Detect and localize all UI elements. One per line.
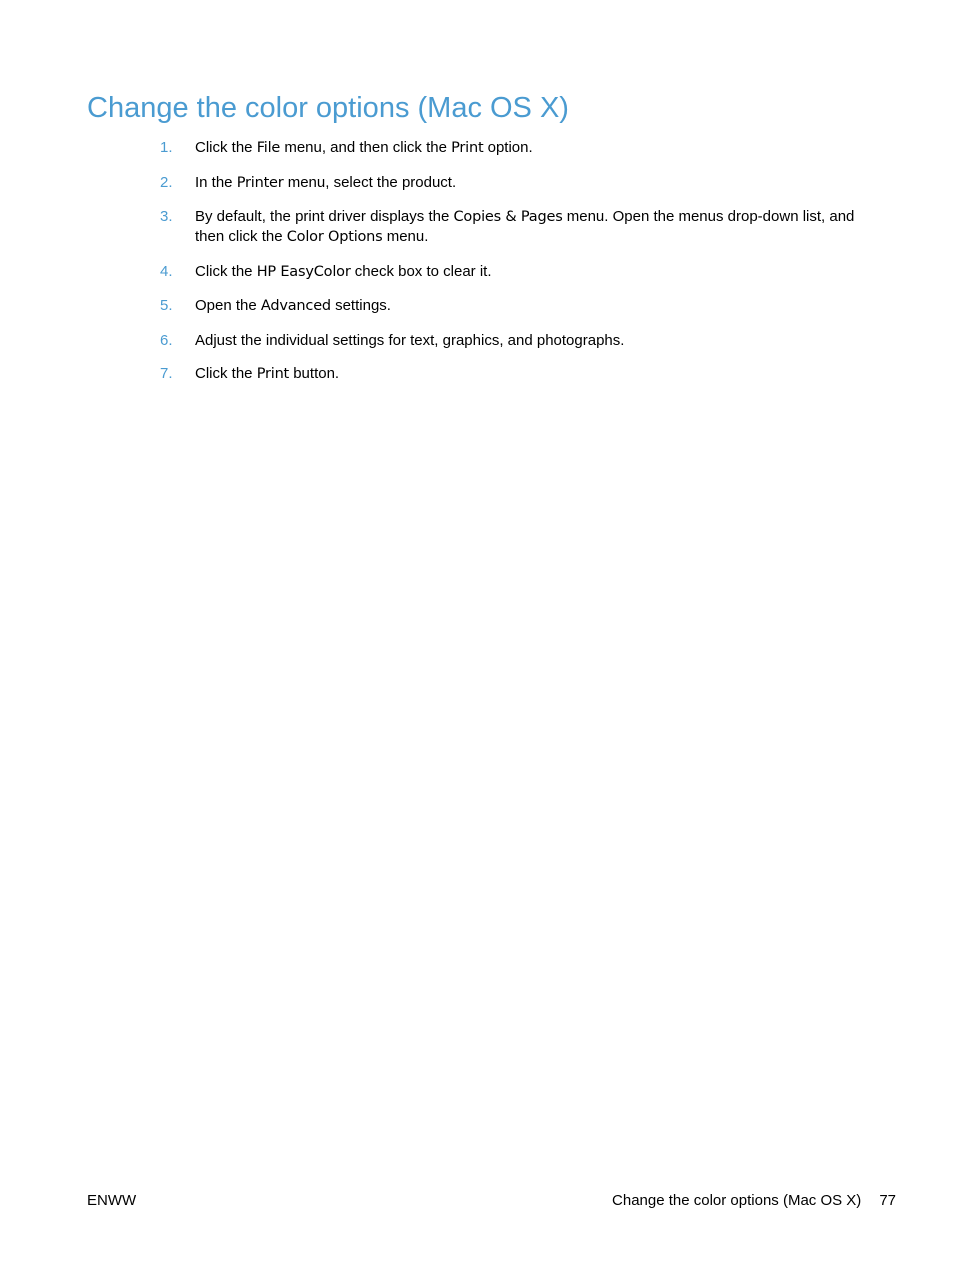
step-text	[195, 207, 880, 247]
step-text	[195, 173, 880, 193]
ui-term: Print	[451, 140, 484, 156]
step-number: 3.	[160, 208, 173, 225]
ui-term: HP EasyColor	[256, 263, 351, 280]
step-text-segment: option.	[483, 139, 533, 156]
step-text-segment: In the	[195, 173, 237, 191]
step-text-segment: menu, and then click the	[280, 139, 452, 156]
step-text-segment: settings.	[330, 297, 391, 314]
step-number: 1.	[160, 139, 173, 156]
step-text-segment: By default, the print driver displays the	[195, 208, 454, 225]
step-text-segment: button.	[289, 365, 340, 382]
step-text-segment: Click the	[195, 365, 257, 382]
step-text	[195, 262, 880, 282]
list-item	[160, 296, 880, 316]
step-text-segment: Click the	[195, 262, 257, 280]
list-item	[160, 331, 880, 350]
list-item	[160, 364, 880, 384]
ui-term: Copies & Pages	[453, 209, 563, 225]
footer-section-title: Change the color options (Mac OS X)	[612, 1192, 862, 1209]
step-text-segment: Adjust the individual settings for text, graphics, and photographs.	[195, 331, 625, 349]
step-number: 5.	[160, 297, 173, 314]
list-item	[160, 138, 880, 158]
step-text	[195, 138, 880, 158]
step-text	[195, 296, 880, 316]
step-number: 6.	[160, 331, 173, 349]
ui-term: Printer	[236, 174, 284, 191]
footer-right	[612, 1191, 896, 1210]
step-text-segment: menu, select the product.	[283, 173, 457, 191]
list-item	[160, 262, 880, 282]
step-text-segment: menu. Open the menus drop-down list, and then click the	[195, 208, 855, 245]
step-text	[195, 331, 880, 350]
list-item	[160, 207, 880, 247]
step-text	[195, 364, 880, 384]
ui-term: Advanced	[260, 298, 331, 314]
step-number: 4.	[160, 262, 173, 280]
list-item	[160, 173, 880, 193]
ui-term: Print	[256, 366, 290, 382]
step-text-segment: menu.	[382, 228, 429, 245]
step-text-segment: Open the	[195, 297, 261, 314]
step-number: 7.	[160, 365, 173, 382]
footer-page-number: 77	[879, 1192, 896, 1209]
step-text-segment: check box to clear it.	[350, 262, 492, 280]
ui-term: File	[256, 140, 281, 156]
step-number: 2.	[160, 173, 173, 191]
ui-term: Color Options	[286, 229, 383, 245]
footer-left-label: ENWW	[87, 1192, 137, 1209]
step-text-segment: Click the	[195, 139, 257, 156]
page-title: Change the color options (Mac OS X)	[87, 92, 569, 124]
steps-list	[160, 138, 880, 399]
